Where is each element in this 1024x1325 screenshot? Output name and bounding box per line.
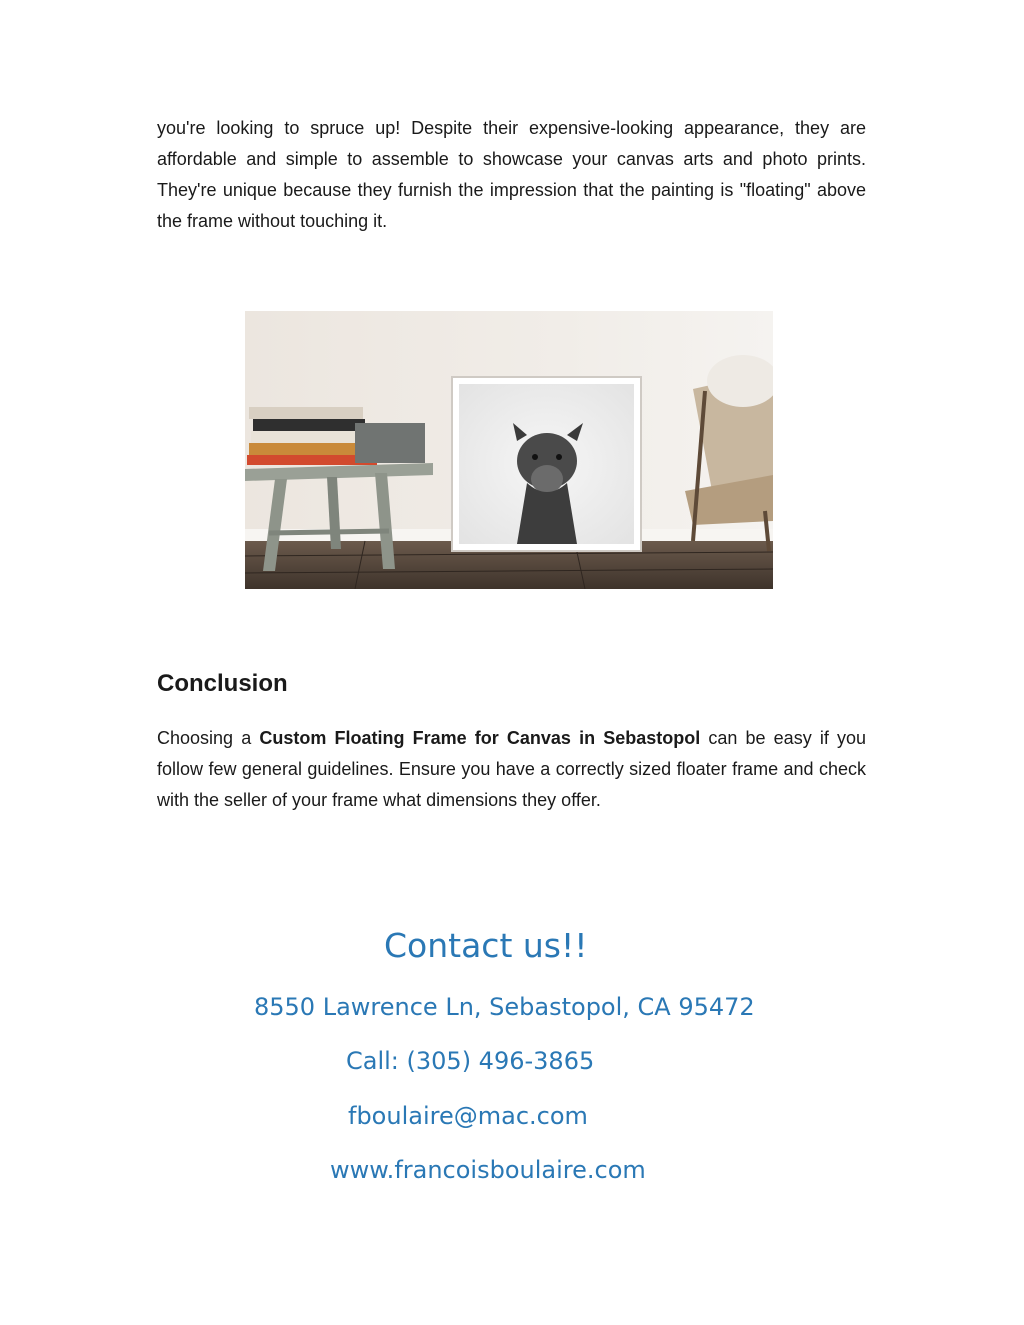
conclusion-text-start: Choosing a — [157, 728, 260, 748]
contact-title: Contact us!! — [384, 926, 588, 965]
conclusion-heading: Conclusion — [157, 670, 288, 697]
contact-address: 8550 Lawrence Ln, Sebastopol, CA 95472 — [254, 993, 755, 1021]
conclusion-paragraph — [157, 723, 866, 816]
intro-paragraph: you're looking to spruce up! Despite their expensive-looking appearance, they are affordable and simple to assemble to showcase your canvas arts and photo prints. They're unique because they furnish the impression that the painting is "floating" above the frame without touching it. — [157, 118, 866, 231]
conclusion-text-end: can be easy if you follow few general guidelines. Ensure you have a correctly sized floater frame and check with the seller of your frame what dimensions they offer. — [157, 728, 866, 810]
contact-email-link[interactable]: fboulaire@mac.com — [348, 1102, 588, 1130]
conclusion-keyword-bold: Custom Floating Frame for Canvas in Sebastopol — [259, 728, 701, 748]
framed-llama-photo-image — [245, 311, 773, 589]
room-photo — [245, 311, 773, 589]
contact-phone[interactable]: Call: (305) 496-3865 — [346, 1047, 595, 1075]
contact-website-link[interactable]: www.francoisboulaire.com — [330, 1156, 646, 1184]
